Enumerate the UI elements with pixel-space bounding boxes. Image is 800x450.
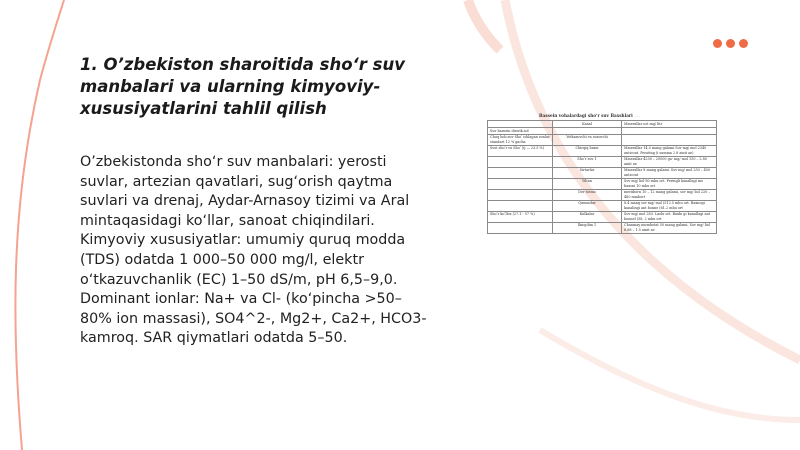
slide-title: 1. O’zbekiston sharoitida sho‘r suv manbalari va ularning kimyoviy-xususiyatlarini tahlil qilish: [80, 55, 405, 118]
table-cell: Yiltan: [553, 178, 622, 189]
table-cell: meriiborn 10 – 12 mang galami, sov mg/ liol 220 – 480 mmhort: [622, 189, 717, 200]
table-cell: Sho‘r suv 1: [553, 156, 622, 167]
table-caption: [487, 112, 717, 120]
table-cell: Minerallar 14.5 mang galami Sov mg/ mol 2340 anticont. Perating (i summa 2.8 amit ae): [622, 145, 717, 156]
table-cell: Chirqiq baxsi: [553, 145, 622, 156]
table-cell: Der totmo: [553, 189, 622, 200]
table-row: [488, 121, 717, 128]
table-cell: Suvi sho‘r ru Sho‘ (ij — 23.5 %): [488, 145, 553, 156]
table-cell: Chanmay mumbotat 50 mang galami. Sov mg/ liol 6.88 – 1.5 amit ae: [622, 222, 717, 233]
table-row: [488, 222, 717, 233]
table-cell: [553, 127, 622, 134]
table-row: [488, 134, 717, 145]
table-cell: Sov mg/ mol 283. Laslu ort. Baxbi gi kanallagi ant bonnel (58. 2 mhu ort: [622, 211, 717, 222]
table-cell: [488, 222, 553, 233]
table-cell: Minerallar ost mg/ litr: [622, 121, 717, 128]
table-cell: Qumsizlar: [553, 200, 622, 211]
table-cell: 8.4 mang sov mg/ mol (512.5 mhu ort. Baxnogi kanalingi ant bonne (61.2 mhu ort: [622, 200, 717, 211]
table-cell: [488, 178, 553, 189]
table-cell: Kanal: [553, 121, 622, 128]
table-row: [488, 189, 717, 200]
table-row: [488, 156, 717, 167]
table-cell: Yetkazuvchi va suzuvchi: [553, 134, 622, 145]
table-cell: Ilmqolim 1: [553, 222, 622, 233]
dot-icon: [713, 39, 722, 48]
table-row: [488, 145, 717, 156]
table-row: [488, 178, 717, 189]
table-cell: Minerallar 8 mang galami. Sov mg/ mol 250 – 400 anticont: [622, 167, 717, 178]
table-cell: [488, 121, 553, 128]
table-cell: Suv bassein distrik.sol: [488, 127, 553, 134]
table-cell: [488, 167, 553, 178]
table-cell: Minerallar 4200 – 20000 ga- mg/ mol 150 – 2.80 amit ae: [622, 156, 717, 167]
table-cell: [622, 134, 717, 145]
table-cell: Kulkalar: [553, 211, 622, 222]
table-cell: Sho‘r ko‘lloz (27.1 - 57 %): [488, 211, 553, 222]
table-row: [488, 167, 717, 178]
table-caption-faded: …: [635, 113, 640, 118]
three-dots-decoration-icon: [713, 39, 748, 48]
dot-icon: [739, 39, 748, 48]
water-sources-table-image: [487, 112, 717, 280]
table-cell: Sov mg/ liol 80 mhu ort. Peringli kanallagi mo baxsni 10 mhu ort: [622, 178, 717, 189]
dot-icon: [726, 39, 735, 48]
table-row: [488, 211, 717, 222]
table-row: [488, 200, 717, 211]
table-cell: [622, 127, 717, 134]
table-cell: Sirtarlar: [553, 167, 622, 178]
background-arc-left: [15, 0, 64, 450]
background-arc-top: [468, 0, 500, 50]
table-cell: Chuq bob.suv Sho‘ ishlagan zonlar standart 12 % gacha: [488, 134, 553, 145]
water-sources-table: [487, 120, 717, 234]
slide-body-text: O’zbekistonda sho‘r suv manbalari: yerosti suvlar, artezian qavatlari, sug‘orish qaytma suvlari va drenaj, Aydar-Arnasoy tizimi va Aral mintaqasidagi ko‘llar, sanoat chiqindilari. Kimyoviy xususiyatlar: umumiy quruq modda (TDS) odatda 1 000–50 000 mg/l, elektr o‘tkazuvchanlik (EC) 1–50 dS/m, pH 6,5–9,0. Dominant ionlar: Na+ va Cl- (ko‘pincha >50–80% ion massasi), SO4^2-, Mg2+, Ca2+, HCO3- kamroq. SAR qiymatlari odatda 5–50.: [80, 154, 427, 347]
table-row: [488, 127, 717, 134]
table-caption-text: Bassein vohalardagi sho‘r suv Baxshlari: [539, 113, 633, 118]
table-cell: [488, 200, 553, 211]
table-cell: [488, 189, 553, 200]
table-cell: [488, 156, 553, 167]
